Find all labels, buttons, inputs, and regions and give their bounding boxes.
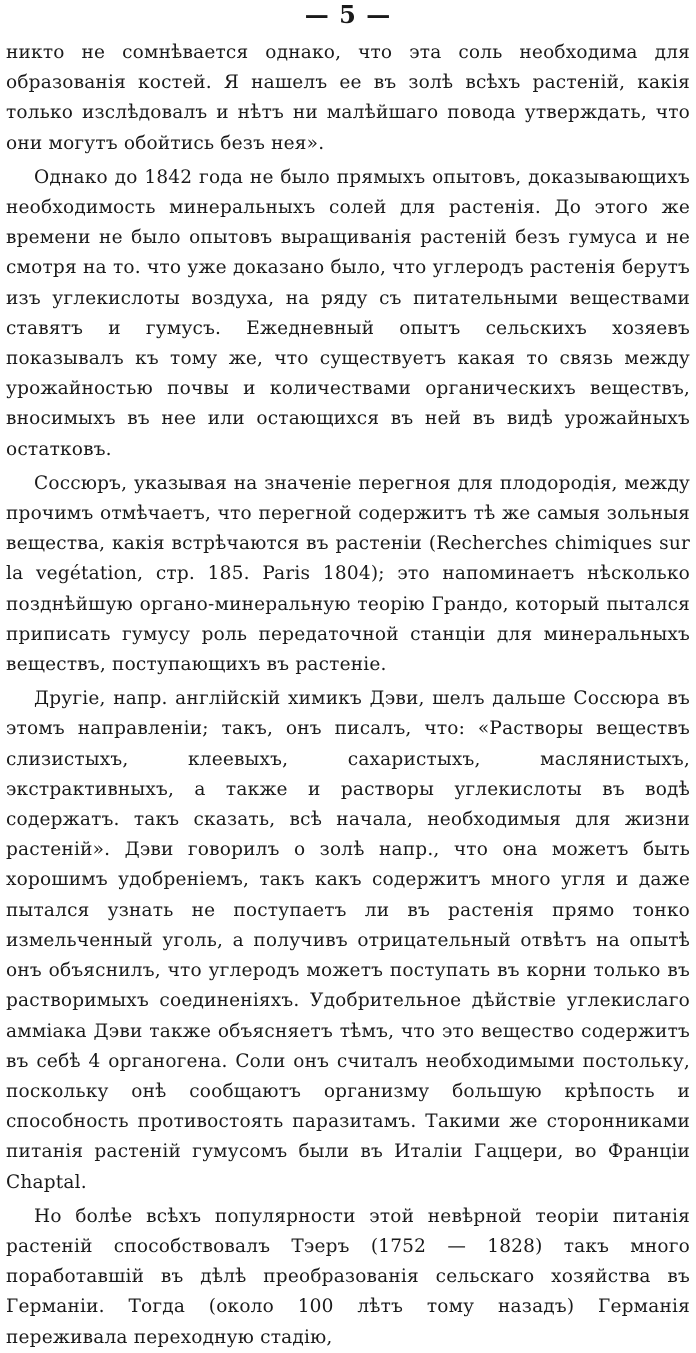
paragraph-3: Соссюръ, указывая на значеніе перегноя для плодородія, между прочимъ отмѣчаетъ, что перегной содержитъ тѣ же самыя зольныя вещества, какія встрѣчаются въ растеніи (Recherches chimiques sur la vegétation, стр. 185. Paris 1804); это напоминаетъ нѣсколько позднѣйшую органо-минеральную теорію Грандо, который пытался приписать гумусу роль передаточной станціи для минеральныхъ веществъ, поступающихъ въ растеніе.	[6, 472, 690, 676]
paragraph-1: никто не сомнѣвается однако, что эта соль необходима для образованія костей. Я нашелъ ее въ золѣ всѣхъ растеній, какія только изслѣдовалъ и нѣтъ ни малѣйшаго повода утверждать, что они могутъ обойтись безъ нея».	[6, 42, 690, 154]
paragraph-5: Но болѣе всѣхъ популярности этой невѣрной теоріи питанія растеній способствовалъ Тэеръ (1752 — 1828) такъ много поработавшій въ дѣлѣ преобразованія сельскаго хозяйства въ Германіи. Тогда (около 100 лѣтъ тому назадъ) Германія переживала переходную стадію,	[6, 1205, 690, 1348]
paragraph-4: Другіе, напр. англійскій химикъ Дэви, шелъ дальше Соссюра въ этомъ направленіи; такъ, онъ писалъ, что: «Растворы веществъ слизистыхъ, клеевыхъ, сахаристыхъ, маслянистыхъ, экстрактивныхъ, а также и растворы углекислоты въ водѣ содержатъ. такъ сказать, всѣ начала, необходимыя для жизни растеній». Дэви говорилъ о золѣ напр., что она можетъ быть хорошимъ удобреніемъ, такъ какъ содержитъ много угля и даже пытался узнать не поступаетъ ли въ растенія прямо тонко измельченный уголь, а получивъ отрицательный отвѣтъ на опытѣ онъ объяснилъ, что углеродъ можетъ поступать въ корни только въ растворимыхъ соединеніяхъ. Удобрительное дѣйствіе углекислаго аммiака Дэви также объясняетъ тѣмъ, что это вещество содержитъ въ себѣ 4 органогена. Соли онъ считалъ необходимыми постольку, поскольку онѣ сообщаютъ организму большую крѣпость и способность противостоять паразитамъ. Такими же сторонниками питанія растеній гумусомъ были въ Италіи Гаццери, во Франціи Chaptal.	[6, 688, 690, 1193]
paragraph-2: Однако до 1842 года не было прямыхъ опытовъ, доказывающихъ необходимость минеральныхъ солей для растенія. До этого же времени не было опытовъ выращиванія растеній безъ гумуса и не смотря на то. что уже доказано было, что углеродъ растенія берутъ изъ углекислоты воздуха, на ряду съ питательными веществами ставятъ и гумусъ. Ежедневный опытъ сельскихъ хозяевъ показывалъ къ тому же, что существуетъ какая то связь между урожайностью почвы и количествами органическихъ веществъ, вносимыхъ въ нее или остающихся въ ней въ видѣ урожайныхъ остатковъ.	[6, 166, 690, 460]
page-number: — 5 —	[304, 0, 392, 29]
body-text	[6, 38, 690, 1353]
